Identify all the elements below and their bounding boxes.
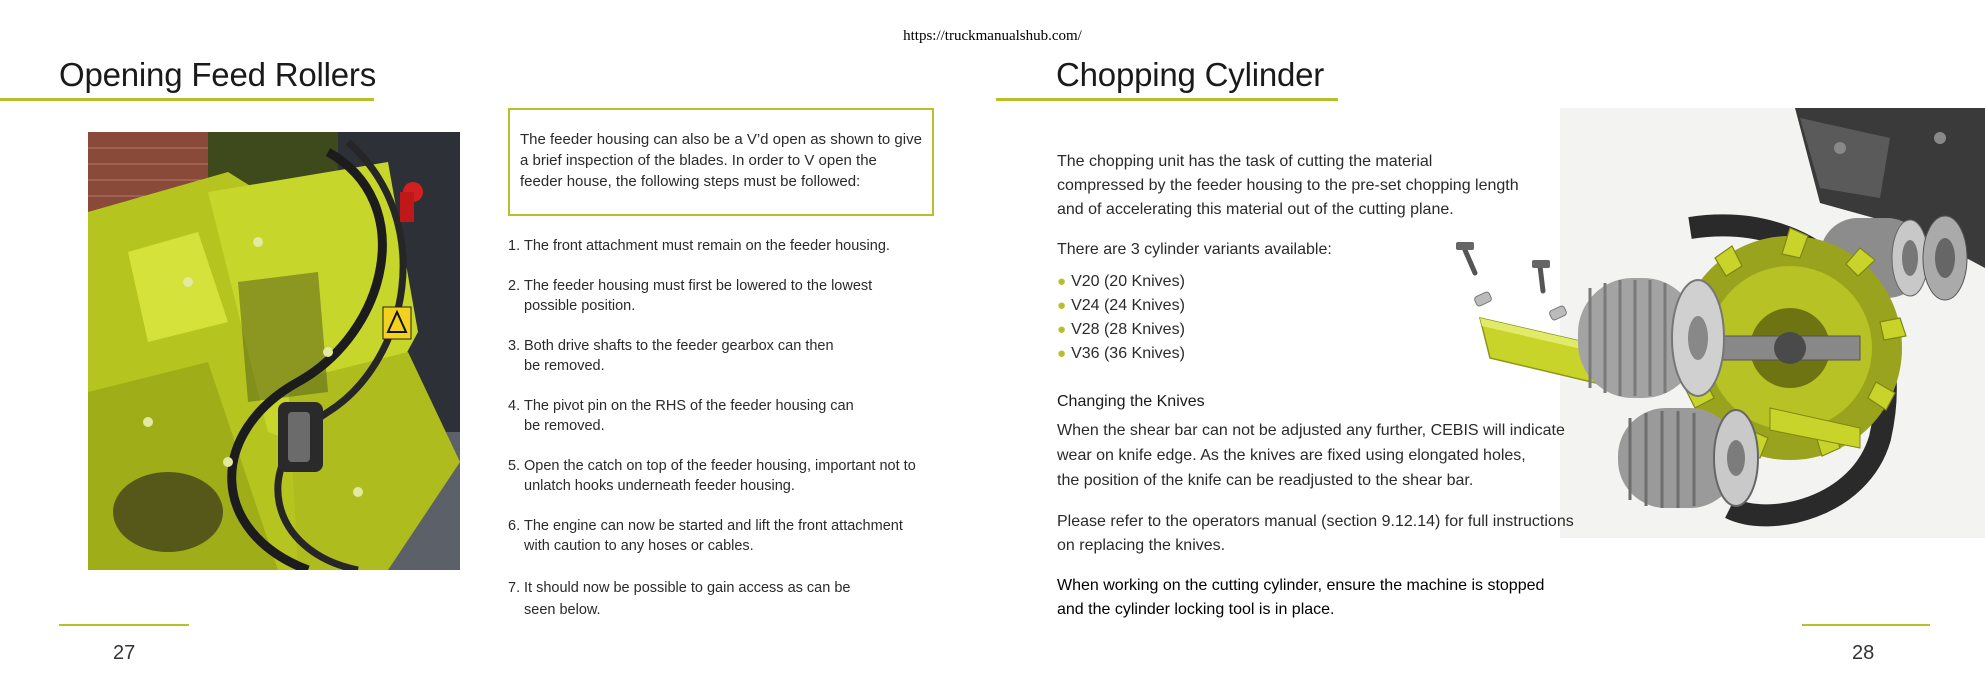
page-title-left: Opening Feed Rollers	[59, 56, 377, 93]
bullet-icon: ●	[1057, 297, 1067, 314]
manual-reference: Please refer to the operators manual (section 9.12.14) for full instructions on replacing the knives.	[1057, 513, 1574, 554]
list-item: ● V28 (28 Knives)	[1057, 321, 1185, 338]
intro-paragraph: The chopping unit has the task of cutting the material compressed by the feeder housing to the pre-set chopping length and of accelerating this material out of the cutting plane.	[1057, 153, 1519, 218]
note-box: The feeder housing can also be a V’d open as shown to give a brief inspection of the blades. In order to V open the feeder house, the following steps must be followed:	[508, 108, 934, 216]
bullet-icon: ●	[1057, 321, 1067, 338]
source-url[interactable]: https://truckmanualshub.com/	[903, 28, 1082, 44]
list-item: ● V24 (24 Knives)	[1057, 297, 1185, 314]
footer-rule-right	[1802, 624, 1930, 626]
list-item: 7. It should now be possible to gain access as can be seen below.	[508, 580, 851, 618]
variants-list	[1057, 270, 1185, 366]
changing-paragraph: When the shear bar can not be adjusted any further, CEBIS will indicate wear on knife edge. As the knives are fixed using elongated holes, the position of the knife can be readjusted to the shear bar.	[1057, 422, 1565, 489]
list-item: 2. The feeder housing must first be lowered to the lowest possible position.	[508, 278, 873, 314]
list-item: 6. The engine can now be started and lift the front attachment with caution to any hoses or cables.	[508, 518, 903, 554]
list-item: 5. Open the catch on top of the feeder housing, important not to unlatch hooks underneath feeder housing.	[508, 458, 916, 494]
footer-rule-left	[59, 624, 189, 626]
feeder-housing-photo	[88, 132, 460, 570]
list-item: 3. Both drive shafts to the feeder gearbox can then be removed.	[508, 338, 834, 374]
page-title-right: Chopping Cylinder	[1056, 56, 1325, 93]
page-number-right: 28	[1852, 642, 1875, 664]
bullet-icon: ●	[1057, 345, 1067, 362]
list-item: 1. The front attachment must remain on the feeder housing.	[508, 238, 890, 254]
list-item: ● V36 (36 Knives)	[1057, 345, 1185, 362]
list-item: 4. The pivot pin on the RHS of the feeder housing can be removed.	[508, 398, 854, 434]
bullet-icon: ●	[1057, 273, 1067, 290]
title-underline-right	[996, 98, 1338, 101]
variants-intro: There are 3 cylinder variants available:	[1057, 241, 1332, 258]
section-heading: Changing the Knives	[1057, 393, 1205, 410]
list-item: ● V20 (20 Knives)	[1057, 273, 1185, 290]
safety-warning: When working on the cutting cylinder, ensure the machine is stopped and the cylinder locking tool is in place.	[1057, 577, 1545, 618]
page-number-left: 27	[113, 642, 136, 664]
title-underline-left	[0, 98, 374, 101]
steps-list	[508, 236, 948, 626]
